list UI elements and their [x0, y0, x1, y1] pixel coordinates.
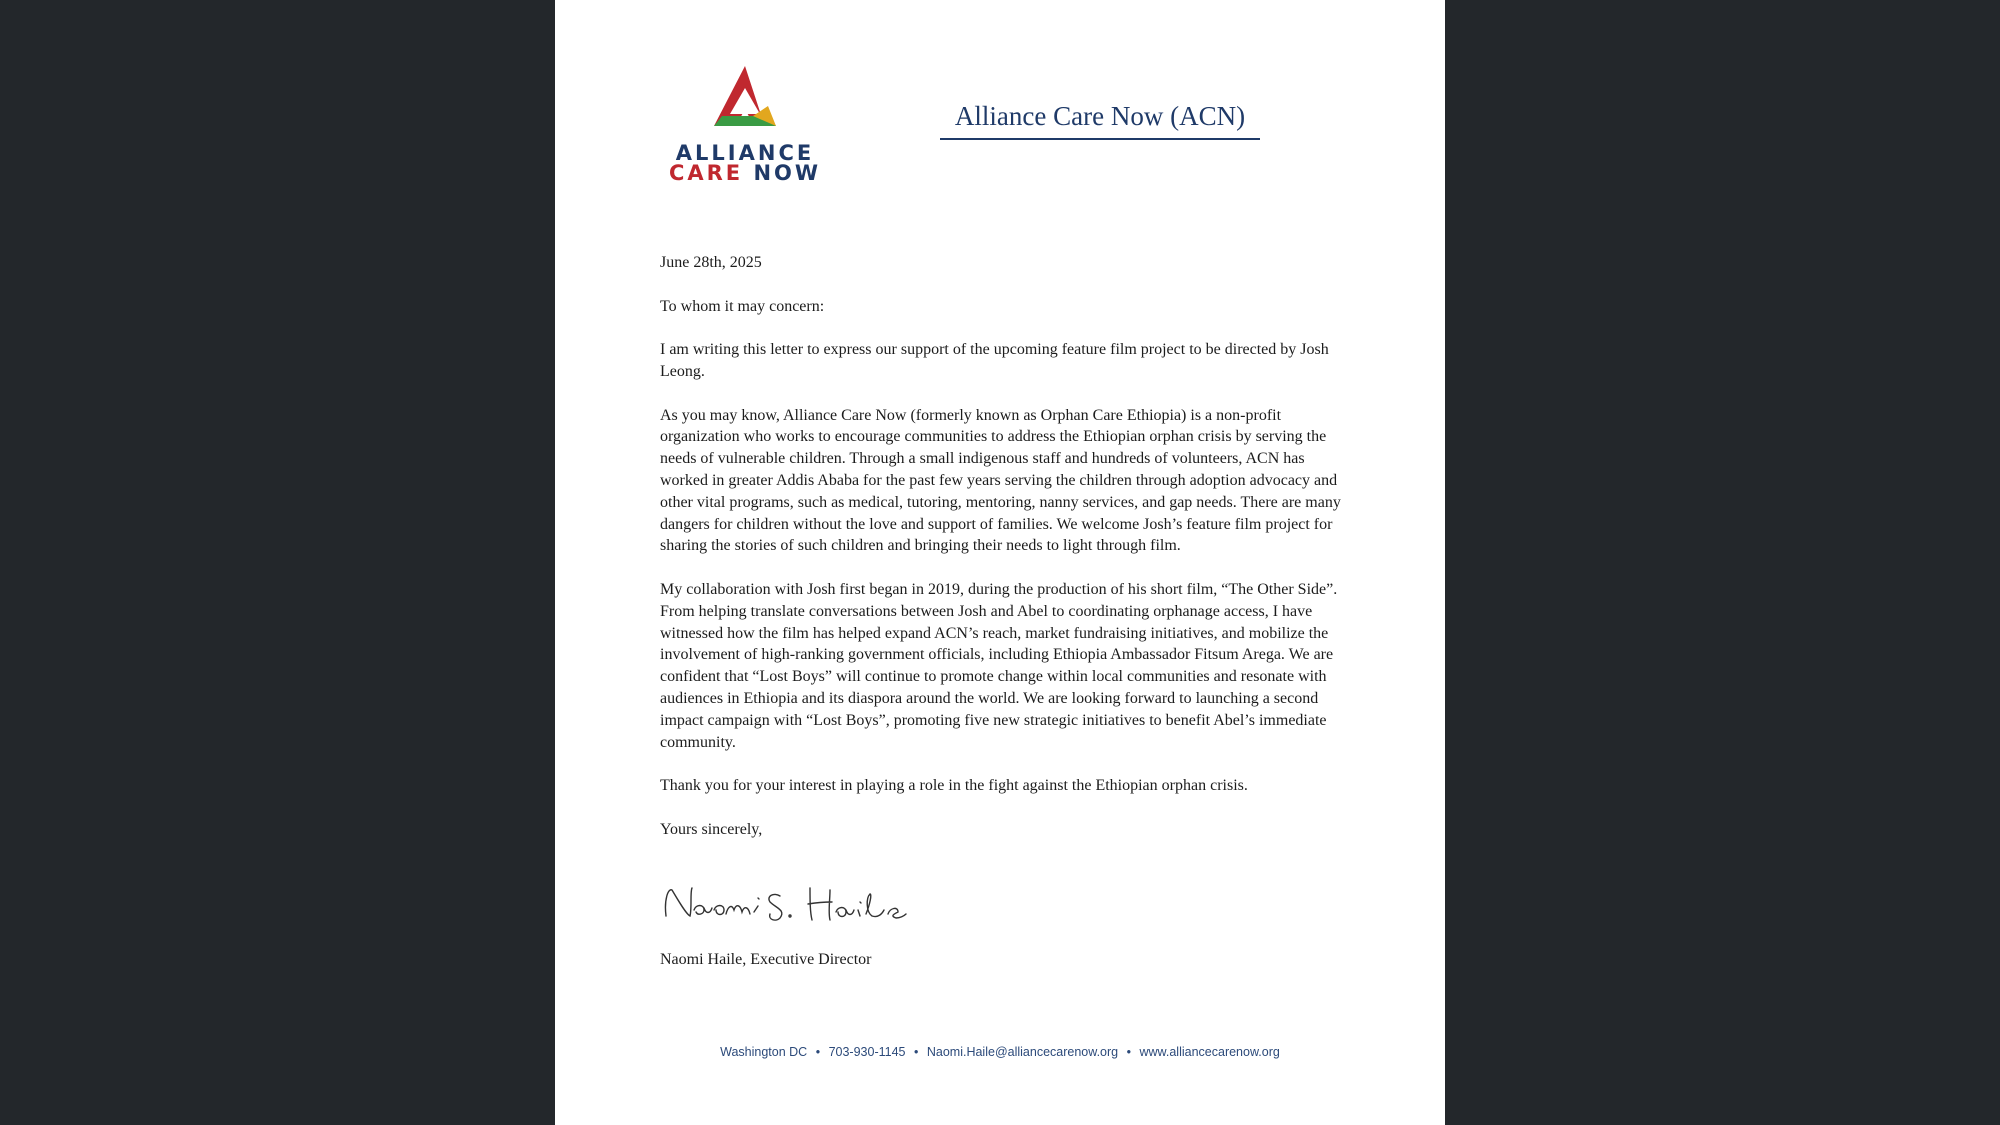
logo-text-alliance: ALLIANCE: [675, 141, 815, 165]
alliance-care-now-logo: [665, 66, 825, 186]
logo-text-care-now: [665, 162, 825, 184]
footer-phone: 703-930-1145: [828, 1045, 906, 1059]
handwritten-signature: [660, 880, 920, 930]
letter-paragraph: As you may know, Alliance Care Now (formerly known as Orphan Care Ethiopia) is a non-profit organization who works to encourage communities to address the Ethiopian orphan crisis by serving the needs of vulnerable children. Through a small indigenous staff and hundreds of volunteers, ACN has worked in greater Addis Ababa for the past few years serving the children through adoption advocacy and other vital programs, such as medical, tutoring, mentoring, nanny services, and gap needs. There are many dangers for children without the love and support of families. We welcome Josh’s feature film project for sharing the stories of such children and bringing their needs to light through film.: [660, 406, 1341, 555]
footer-separator: •: [913, 1045, 919, 1059]
footer-location: Washington DC: [720, 1045, 808, 1059]
footer-website[interactable]: www.alliancecarenow.org: [1139, 1045, 1280, 1059]
letter-body: [660, 252, 1350, 862]
organization-title: Alliance Care Now (ACN): [940, 101, 1260, 140]
letter-date: June 28th, 2025: [660, 254, 762, 271]
footer-email[interactable]: Naomi.Haile@alliancecarenow.org: [926, 1045, 1119, 1059]
signer-name-title: Naomi Haile, Executive Director: [660, 951, 872, 968]
letter-page: [555, 0, 1445, 1125]
logo-text-care: CARE: [668, 161, 744, 185]
letter-salutation: To whom it may concern:: [660, 297, 825, 315]
letter-paragraph: My collaboration with Josh first began in 2019, during the production of his short film, “The Other Side”. From helping translate conversations between Josh and Abel to coordinating orphanage access, I have witnessed how the film has helped expand ACN’s reach, market fundraising initiatives, and mobilize the involvement of high-ranking government officials, including Ethiopia Ambassador Fitsum Arega. We are confident that “Lost Boys” will continue to promote change within local communities and resonate with audiences in Ethiopia and its diaspora around the world. We are looking forward to launching a second impact campaign with “Lost Boys”, promoting five new strategic initiatives to benefit Abel’s immediate community.: [660, 580, 1338, 751]
logo-text-now: NOW: [753, 161, 822, 185]
letter-paragraph: I am writing this letter to express our support of the upcoming feature film project to be directed by Josh Leong.: [660, 341, 1329, 380]
footer-separator: •: [815, 1045, 821, 1059]
footer-separator: •: [1126, 1045, 1131, 1059]
letter-footer: [555, 1045, 1445, 1059]
triangle-logo-icon: [710, 66, 780, 136]
letter-closing: Yours sincerely,: [660, 820, 763, 838]
letter-paragraph: Thank you for your interest in playing a role in the fight against the Ethiopian orphan crisis.: [660, 777, 1248, 795]
